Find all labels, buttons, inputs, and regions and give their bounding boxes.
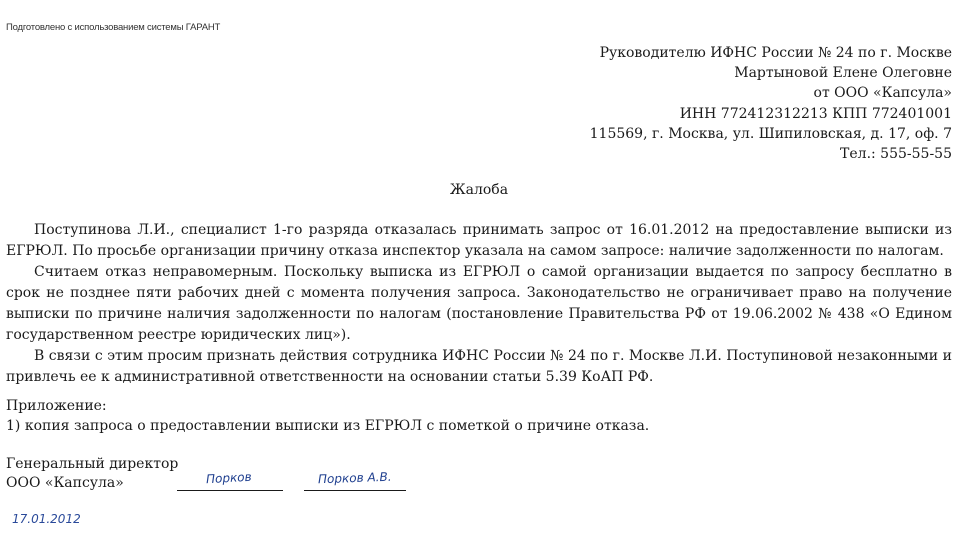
attachment-item: 1) копия запроса о предоставлении выписки из ЕГРЮЛ с пометкой о причине отказа. xyxy=(6,418,650,434)
handwritten-name: Порков А.В. xyxy=(317,469,392,487)
document-title: Жалоба xyxy=(449,182,509,198)
addressee-line-phone: Тел.: 555-55-55 xyxy=(840,146,952,163)
addressee-line-address: 115569, г. Москва, ул. Шипиловская, д. 17, оф. 7 xyxy=(589,125,952,142)
name-line xyxy=(304,490,406,491)
signature-block xyxy=(6,455,178,493)
body-paragraph-2: Считаем отказ неправомерным. Поскольку выписка из ЕГРЮЛ о самой организации выдается по запросу бесплатно в срок не позднее пяти рабочих дней с момента получения запроса. Законодательство не ограничивает право на получение выписки по причине наличия задолженности по налогам (постановление Правительства РФ от 19.06.2002 № 438 «О Едином государственном реестре юридических лиц»). xyxy=(6,264,952,343)
header-note: Подготовлено с использованием системы ГАРАНТ xyxy=(6,22,221,33)
addressee-block xyxy=(590,43,952,164)
body-paragraph-1: Поступинова Л.И., специалист 1-го разряда отказалась принимать запрос от 16.01.2012 на предоставление выписки из ЕГРЮЛ. По просьбе организации причину отказа инспектор указала на самом запросе: наличие задолженности по налогам. xyxy=(6,222,952,259)
addressee-line-recipient-name: Мартыновой Елене Олеговне xyxy=(734,65,952,82)
signer-company: ООО «Капсула» xyxy=(6,475,124,491)
handwritten-signature: Порков xyxy=(205,469,252,487)
signer-position: Генеральный директор xyxy=(6,456,179,472)
addressee-line-recipient: Руководителю ИФНС России № 24 по г. Москве xyxy=(599,45,952,61)
attachment-block xyxy=(6,396,649,436)
handwritten-date: 17.01.2012 xyxy=(12,512,81,526)
attachment-heading: Приложение: xyxy=(6,398,107,414)
complaint-body xyxy=(6,220,952,388)
addressee-line-inn-kpp: ИНН 772412312213 КПП 772401001 xyxy=(679,105,952,122)
addressee-line-sender: от ООО «Капсула» xyxy=(813,85,952,102)
body-paragraph-3: В связи с этим просим признать действия сотрудника ИФНС России № 24 по г. Москве Л.И. Поступиновой незаконными и привлечь ее к административной ответственности на основании статьи 5.39 КоАП РФ. xyxy=(6,348,952,385)
signature-line xyxy=(177,490,283,491)
